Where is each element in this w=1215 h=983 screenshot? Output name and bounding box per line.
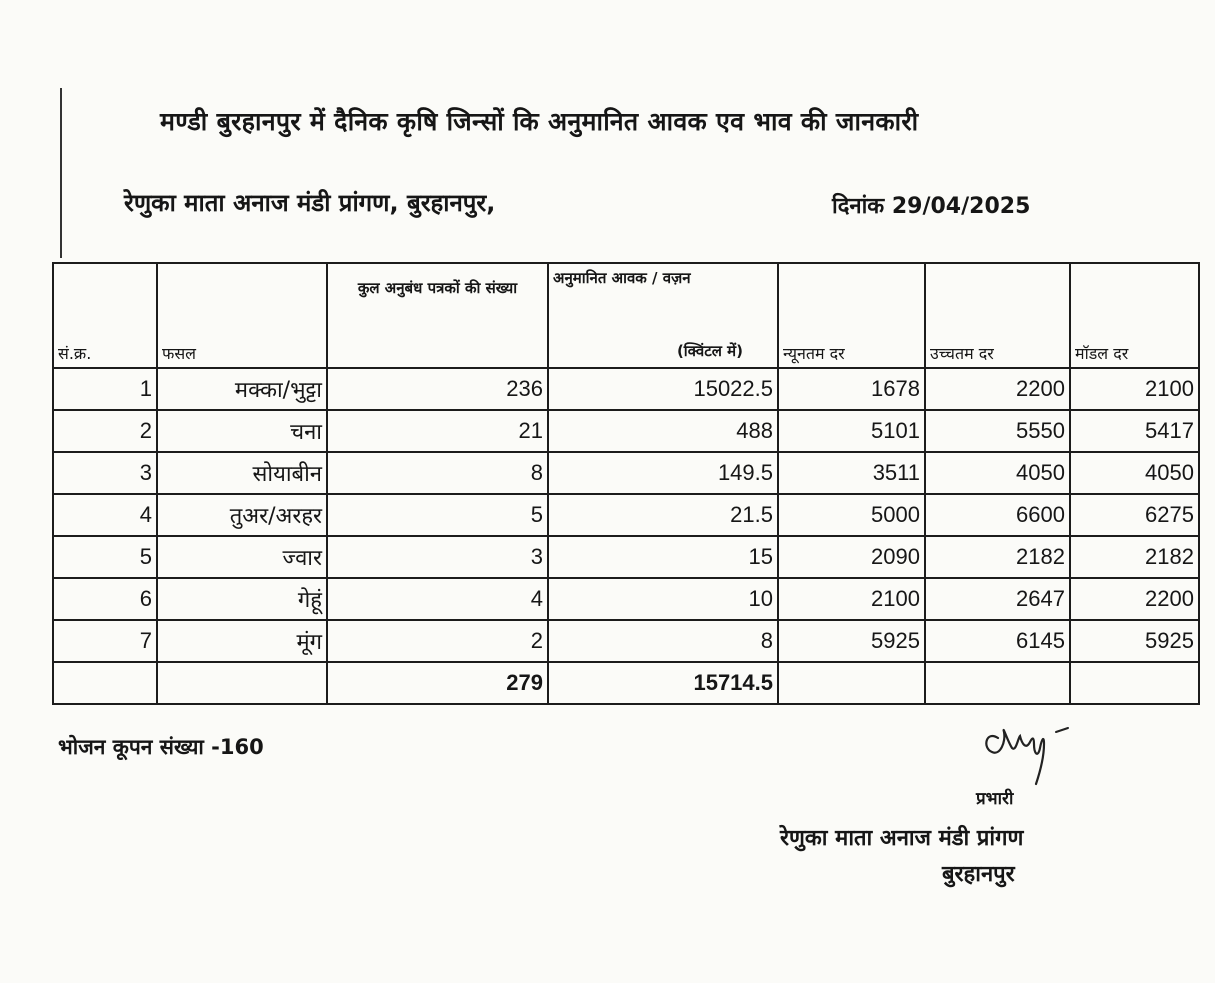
cell-modal-rate: 5925 — [1070, 620, 1199, 662]
total-arrival: 15714.5 — [548, 662, 778, 704]
table-total-row — [53, 662, 1199, 704]
cell-contracts: 21 — [327, 410, 548, 452]
cell-empty — [157, 662, 327, 704]
cell-crop: सोयाबीन — [157, 452, 327, 494]
cell-modal-rate: 2200 — [1070, 578, 1199, 620]
cell-sn: 6 — [53, 578, 157, 620]
col-header-max-rate: उच्चतम दर — [925, 263, 1070, 368]
document-title: मण्डी बुरहानपुर में दैनिक कृषि जिन्सों कि अनुमानित आवक एव भाव की जानकारी — [160, 107, 919, 136]
cell-arrival: 21.5 — [548, 494, 778, 536]
cell-min-rate: 1678 — [778, 368, 925, 410]
cell-max-rate: 6145 — [925, 620, 1070, 662]
table-row — [53, 536, 1199, 578]
cell-max-rate: 2647 — [925, 578, 1070, 620]
col-header-contracts: कुल अनुबंध पत्रकों की संख्या — [327, 263, 548, 368]
cell-contracts: 8 — [327, 452, 548, 494]
table-row — [53, 452, 1199, 494]
cell-min-rate: 5000 — [778, 494, 925, 536]
cell-contracts: 5 — [327, 494, 548, 536]
cell-contracts: 4 — [327, 578, 548, 620]
table-row — [53, 494, 1199, 536]
cell-crop: मक्का/भुट्टा — [157, 368, 327, 410]
total-contracts: 279 — [327, 662, 548, 704]
cell-max-rate: 2182 — [925, 536, 1070, 578]
cell-max-rate: 5550 — [925, 410, 1070, 452]
table-row — [53, 620, 1199, 662]
cell-sn: 2 — [53, 410, 157, 452]
cell-arrival: 15022.5 — [548, 368, 778, 410]
office-city: बुरहानपुर — [942, 862, 1015, 887]
cell-empty — [1070, 662, 1199, 704]
cell-empty — [925, 662, 1070, 704]
report-date: दिनांक 29/04/2025 — [832, 194, 1031, 219]
col-header-modal-rate: मॉडल दर — [1070, 263, 1199, 368]
cell-min-rate: 2090 — [778, 536, 925, 578]
col-header-arrival-unit: (क्विंटल में) — [676, 342, 743, 360]
cell-min-rate: 5101 — [778, 410, 925, 452]
cell-sn: 3 — [53, 452, 157, 494]
col-header-arrival-label: अनुमानित आवक / वज़न — [553, 269, 691, 287]
cell-arrival: 15 — [548, 536, 778, 578]
cell-empty — [53, 662, 157, 704]
col-header-min-rate: न्यूनतम दर — [778, 263, 925, 368]
cell-min-rate: 5925 — [778, 620, 925, 662]
cell-min-rate: 3511 — [778, 452, 925, 494]
cell-modal-rate: 5417 — [1070, 410, 1199, 452]
cell-arrival: 149.5 — [548, 452, 778, 494]
cell-arrival: 8 — [548, 620, 778, 662]
mandi-location: रेणुका माता अनाज मंडी प्रांगण, बुरहानपुर, — [124, 189, 496, 217]
table-row — [53, 410, 1199, 452]
cell-contracts: 3 — [327, 536, 548, 578]
office-name: रेणुका माता अनाज मंडी प्रांगण — [780, 826, 1024, 851]
table-header-row — [53, 263, 1199, 368]
cell-crop: मूंग — [157, 620, 327, 662]
cell-crop: ज्वार — [157, 536, 327, 578]
rates-table — [52, 262, 1200, 705]
cell-arrival: 10 — [548, 578, 778, 620]
cell-max-rate: 4050 — [925, 452, 1070, 494]
in-charge-label: प्रभारी — [976, 789, 1014, 809]
cell-min-rate: 2100 — [778, 578, 925, 620]
cell-crop: चना — [157, 410, 327, 452]
cell-modal-rate: 4050 — [1070, 452, 1199, 494]
cell-contracts: 236 — [327, 368, 548, 410]
table-row — [53, 578, 1199, 620]
cell-sn: 7 — [53, 620, 157, 662]
table-row — [53, 368, 1199, 410]
cell-crop: तुअर/अरहर — [157, 494, 327, 536]
cell-modal-rate: 2100 — [1070, 368, 1199, 410]
cell-contracts: 2 — [327, 620, 548, 662]
col-header-crop: फसल — [157, 263, 327, 368]
margin-rule — [60, 88, 62, 258]
cell-sn: 4 — [53, 494, 157, 536]
cell-crop: गेहूं — [157, 578, 327, 620]
col-header-arrival — [548, 263, 778, 368]
cell-modal-rate: 2182 — [1070, 536, 1199, 578]
cell-max-rate: 2200 — [925, 368, 1070, 410]
cell-max-rate: 6600 — [925, 494, 1070, 536]
meal-coupon-count: भोजन कूपन संख्या -160 — [58, 735, 264, 759]
cell-sn: 5 — [53, 536, 157, 578]
cell-modal-rate: 6275 — [1070, 494, 1199, 536]
col-header-sn: सं.क्र. — [53, 263, 157, 368]
signature-mark — [978, 708, 1088, 788]
cell-arrival: 488 — [548, 410, 778, 452]
cell-empty — [778, 662, 925, 704]
cell-sn: 1 — [53, 368, 157, 410]
